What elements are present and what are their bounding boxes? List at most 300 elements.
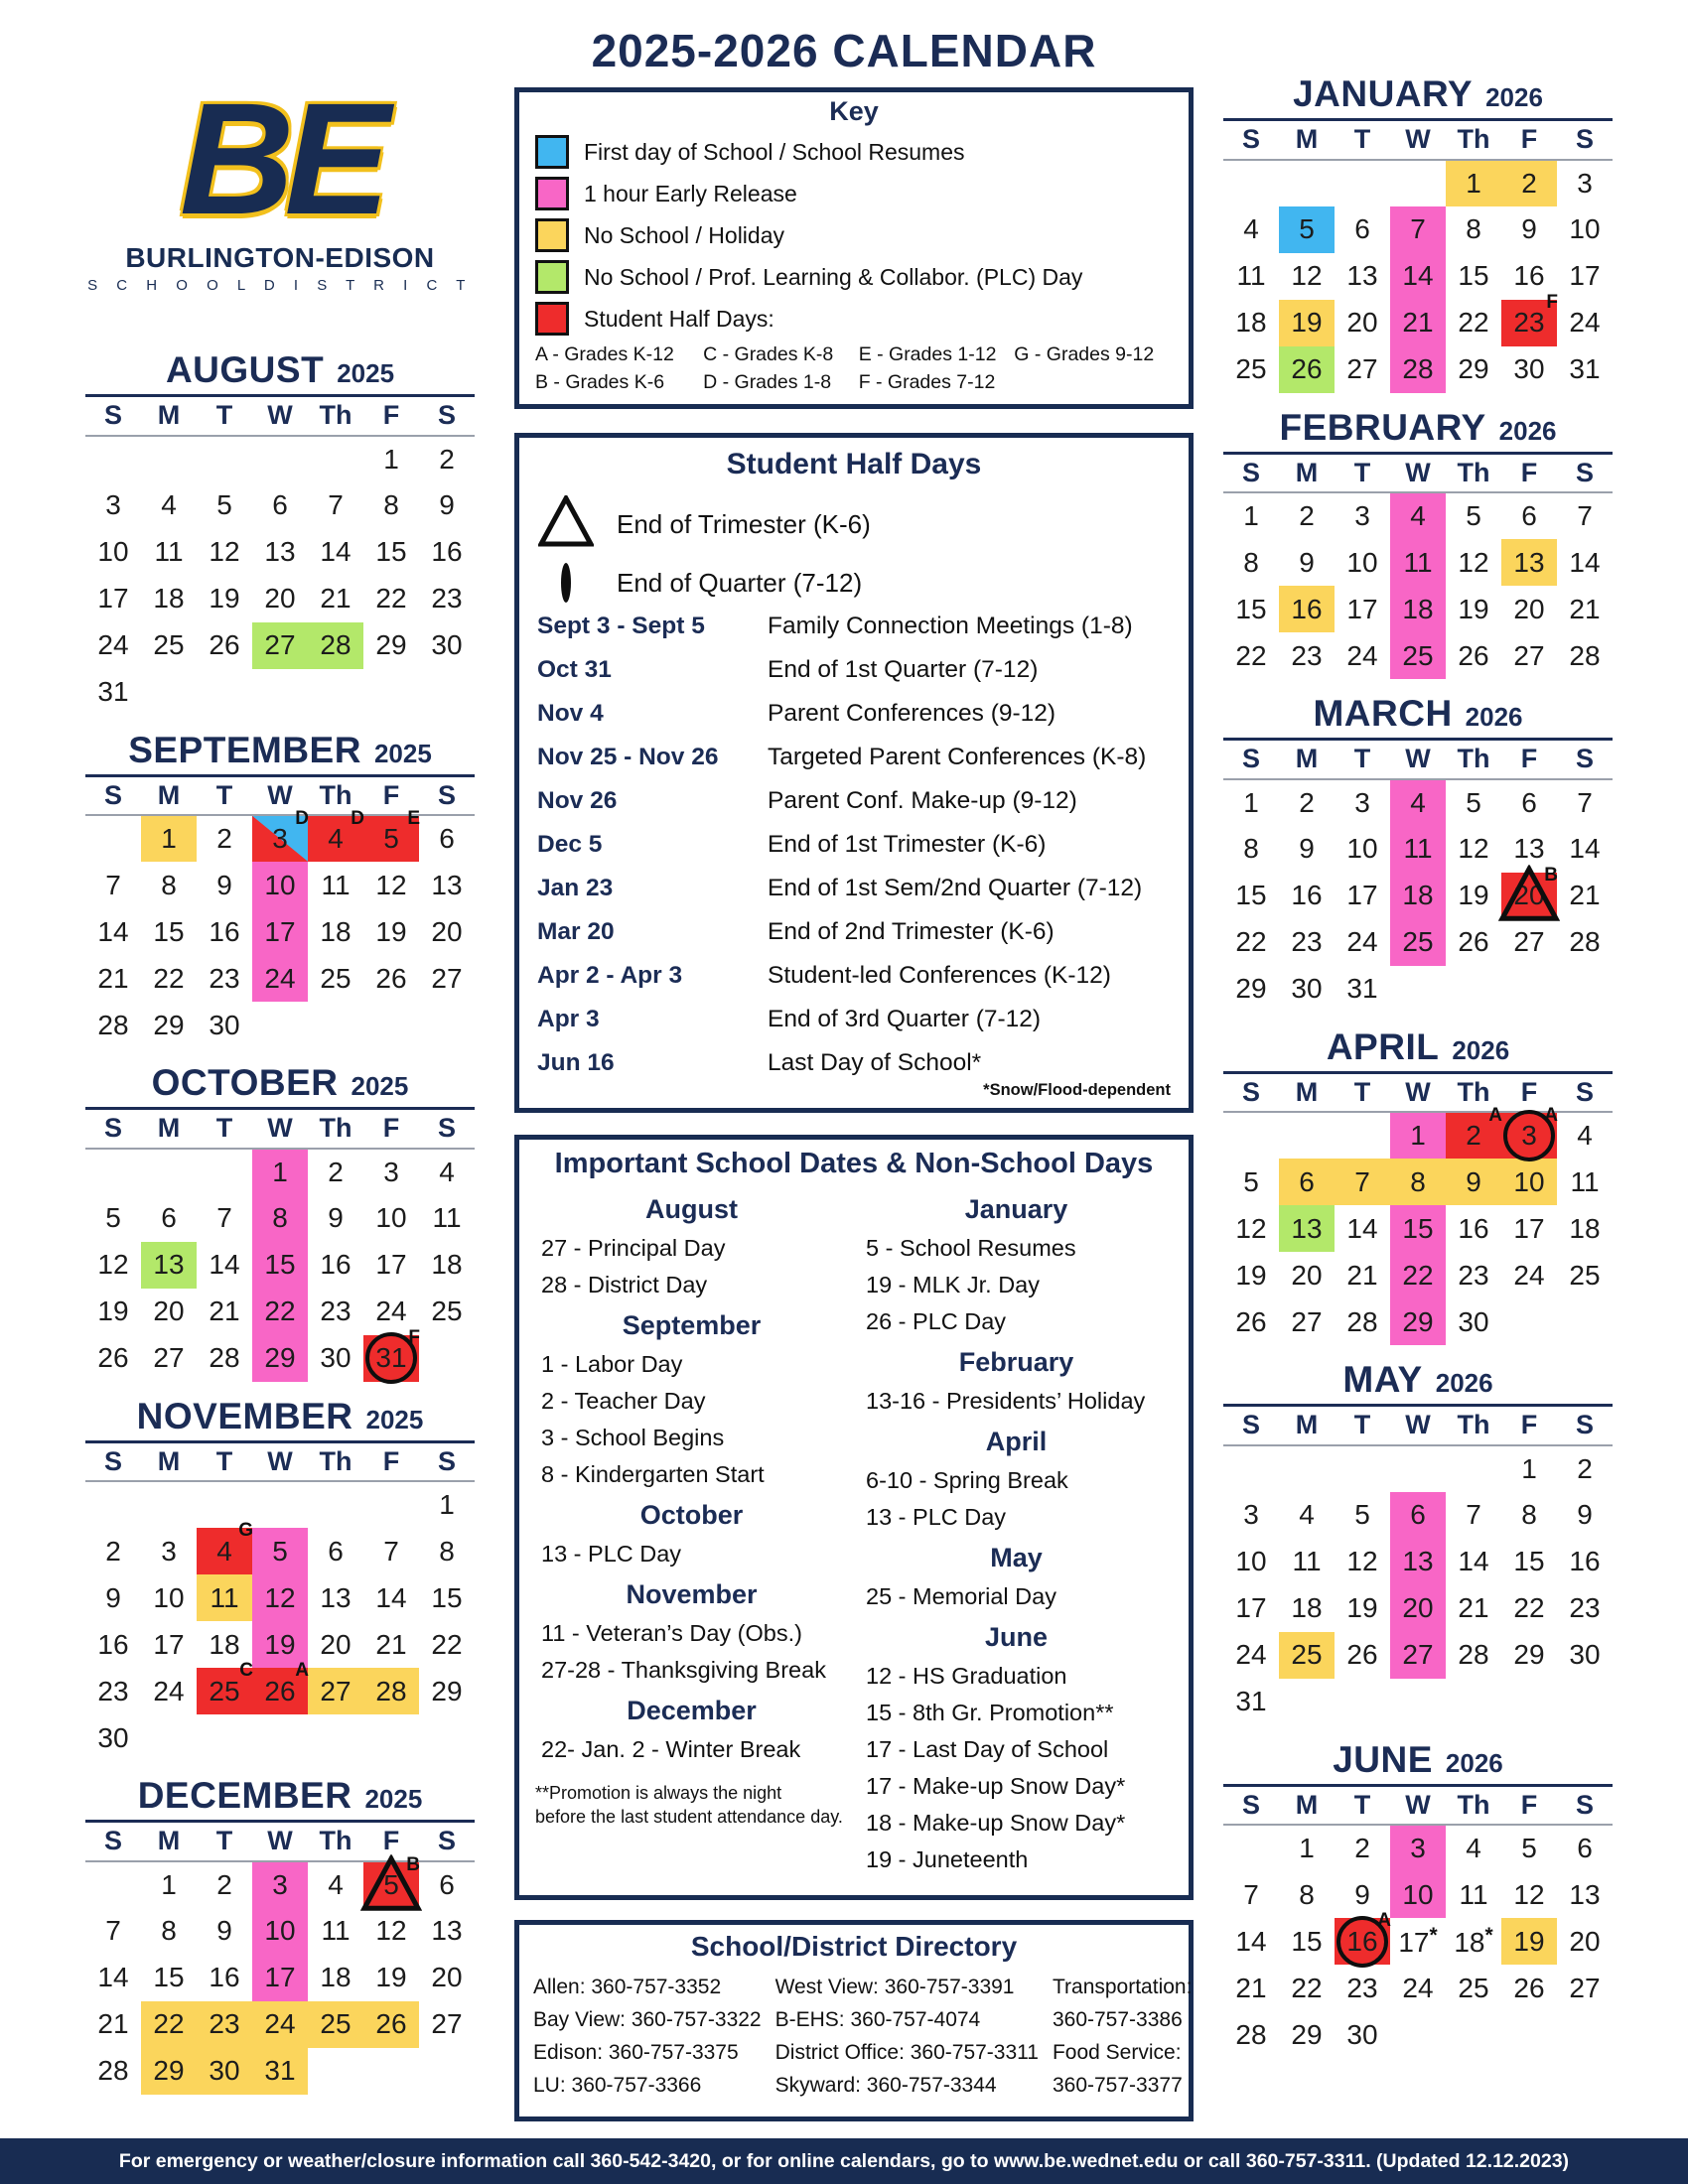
day-number: 30 [431,629,463,660]
day-cell [1557,966,1613,1013]
day-cell [1223,1539,1279,1585]
month-title [85,1062,475,1104]
day-cell [252,1481,308,1528]
key-item [535,135,1173,169]
day-number: 5 [383,1868,399,1900]
day-cell [1279,1965,1335,2011]
day-number: 11 [321,869,351,900]
day-number: 2 [439,443,455,475]
day-number: 18 [320,1962,352,1992]
day-number: 23 [320,1296,352,1326]
day-number: 26 [1458,639,1489,671]
day-cell [141,1289,197,1335]
half-day-date: Mar 20 [537,918,615,945]
day-cell [1557,1965,1613,2011]
day-number: 1 [272,1156,288,1187]
day-cell [252,576,308,622]
day-cell [363,576,419,622]
month-year: 2026 [1452,1034,1510,1065]
month-year: 2026 [1465,702,1523,732]
day-number: 25 [1291,1639,1323,1670]
day-number: 23 [1569,1592,1601,1623]
day-number: 21 [97,962,129,994]
day-cell [1335,1159,1390,1205]
month-grid [85,1107,475,1382]
day-cell [1557,206,1613,253]
day-cell [141,482,197,529]
day-header: T [197,1822,252,1861]
day-number: 18 [1402,880,1434,910]
day-header: S [419,1822,475,1861]
day-cell [1390,1492,1446,1539]
day-number: 24 [97,629,129,660]
day-cell [197,1660,253,1714]
day-cell [363,1621,419,1668]
month-november-2025 [85,1396,475,1762]
month-year: 2025 [364,1784,423,1814]
day-cell [308,862,363,908]
day-cell [1223,539,1279,586]
day-number: 26 [264,1675,296,1706]
day-cell [1390,586,1446,632]
day-cell [363,1668,419,1714]
day-cell [85,2001,141,2048]
day-cell [141,1335,197,1382]
day-header: Th [1446,453,1501,492]
day-cell [1223,1205,1279,1252]
day-number: 21 [1569,593,1601,624]
day-number: 23 [1291,639,1323,671]
day-number: 6 [439,1868,455,1900]
day-number: 24 [1402,1972,1434,2003]
day-number: 22 [1235,926,1267,957]
month-title [85,730,475,771]
day-cell [1446,1105,1502,1159]
red-swatch [535,302,569,336]
day-number: 17 [1346,880,1378,910]
day-number: 26 [1235,1305,1267,1337]
day-cell [1446,1585,1501,1632]
day-number: 2 [328,1156,344,1187]
day-cell [363,2048,419,2095]
day-number: 5 [272,1535,288,1567]
month-year: 2025 [365,1404,424,1434]
day-number: 1 [1410,1120,1426,1151]
day-cell [1557,779,1613,826]
important-date-item: 13 - PLC Day [866,1504,1007,1530]
day-number: 19 [1235,1259,1267,1291]
day-cell [1501,1871,1557,1918]
day-number: 19 [97,1296,129,1326]
directory-entry: Allen: 360-757-3352 [533,1976,722,1998]
day-cell [1279,1112,1335,1159]
day-number: 6 [1354,213,1370,244]
day-cell [197,862,252,908]
day-cell [1557,253,1613,300]
day-cell [1501,1445,1557,1492]
important-date-item: 22- Jan. 2 - Winter Break [541,1736,801,1762]
day-number: 9 [1299,833,1315,864]
day-cell [141,815,197,862]
day-cell [1279,966,1335,1013]
day-cell [419,576,475,622]
month-name: DECEMBER [137,1775,352,1816]
day-cell [1223,1918,1279,1965]
month-grid [85,1820,475,2095]
day-cell [1279,1825,1335,1871]
day-header: M [1279,1406,1335,1445]
day-number: 15 [153,915,185,947]
day-cell [1446,539,1501,586]
day-cell [141,1714,197,1761]
day-cell [141,1528,197,1574]
day-cell [1501,160,1557,206]
day-cell [1390,160,1446,206]
day-number: 5 [216,489,232,520]
day-number: 16 [97,1628,129,1660]
day-number: 29 [153,1009,185,1040]
month-name: FEBRUARY [1279,406,1486,448]
day-cell [308,1149,363,1195]
day-number: 12 [375,869,407,900]
day-header: W [252,396,308,436]
directory-entry: Transportation: [1052,1976,1193,1998]
day-number: 5 [105,1202,121,1233]
key-item-label: First day of School / School Resumes [584,138,965,165]
day-cell [1501,291,1558,346]
day-header: Th [308,1441,363,1481]
key-item-label: No School / Holiday [584,221,784,248]
day-cell [85,669,141,716]
day-cell [308,669,363,716]
day-number: 25 [320,962,352,994]
day-cell [1279,779,1335,826]
day-number: 28 [209,1342,240,1373]
day-cell [1335,779,1390,826]
month-june-2026 [1223,1739,1613,2059]
day-cell [1279,300,1335,346]
day-cell [1501,1825,1557,1871]
day-header: W [252,1441,308,1481]
month-title [1223,693,1613,735]
day-cell [1390,346,1446,393]
day-header: T [197,396,252,436]
day-number: 25 [1458,1972,1489,2003]
half-day-date: Jan 23 [537,875,614,901]
day-cell [1335,1205,1390,1252]
grade-letter-marker: D [295,808,309,829]
half-day-date: Nov 26 [537,787,618,814]
day-cell [1446,919,1501,966]
day-number: 5 [1521,1833,1537,1863]
grade-letter-marker: A [1377,1910,1391,1931]
day-number: 6 [272,489,288,520]
month-year: 2026 [1445,1747,1503,1778]
directory-title: School/District Directory [690,1931,1018,1962]
day-cell [363,1195,419,1242]
day-cell [1223,160,1279,206]
day-cell [1279,1492,1335,1539]
day-cell [1557,873,1613,919]
important-date-item: 2 - Teacher Day [541,1388,706,1414]
day-cell [1223,779,1279,826]
day-cell [1446,2011,1501,2058]
day-number: 4 [216,1535,232,1567]
day-cell [1223,873,1279,919]
day-number: 8 [439,1535,455,1567]
day-number: 27 [1402,1639,1434,1670]
day-cell [1279,919,1335,966]
day-number: 4 [1410,786,1426,818]
day-number: 7 [1410,213,1426,244]
day-cell [197,908,252,955]
day-number: 29 [375,629,407,660]
day-number: 15 [153,1962,185,1992]
day-number: 9 [439,489,455,520]
day-cell [197,576,252,622]
day-cell [1390,1159,1446,1205]
day-cell [1557,492,1613,539]
day-header: S [1557,1785,1613,1825]
day-number: 28 [97,2055,129,2086]
day-cell [85,862,141,908]
directory-entry: District Office: 360-757-3311 [774,2041,1039,2064]
day-number: 20 [1402,1592,1434,1623]
day-number: 8 [383,489,399,520]
day-header: T [1335,453,1390,492]
day-cell [197,482,252,529]
grade-legend-item: A - Grades K-12 [535,343,674,365]
day-number: 3 [1410,1833,1426,1863]
important-date-item: 27-28 - Thanksgiving Break [541,1657,826,1683]
day-cell [85,1149,141,1195]
day-header: S [1557,1406,1613,1445]
day-header: F [363,1109,419,1149]
day-cell [252,1002,308,1048]
day-number: 24 [264,2008,296,2039]
day-number: 26 [375,962,407,994]
half-day-date: Sept 3 - Sept 5 [537,613,705,639]
day-cell [141,669,197,716]
day-cell [308,1908,363,1955]
day-cell [363,808,420,862]
day-number: 24 [153,1675,185,1706]
day-cell [85,1242,141,1289]
month-may-2026 [1223,1359,1613,1725]
day-cell [363,482,419,529]
day-number: 18 [1291,1592,1323,1623]
day-number: 11 [1292,1546,1322,1576]
day-cell [141,2001,197,2048]
important-date-item: 17 - Make-up Snow Day* [866,1773,1126,1799]
day-header: W [1390,1406,1446,1445]
day-number: 23 [97,1675,129,1706]
circle-icon [537,568,595,599]
day-number: 16 [1458,1212,1489,1244]
half-day-description: Targeted Parent Conferences (K-8) [768,744,1147,770]
day-number: 17 [1398,1927,1430,1958]
day-number: 21 [209,1296,240,1326]
day-number: 7 [105,1915,121,1946]
day-cell [1223,632,1279,679]
day-cell [197,2001,252,2048]
day-cell [1335,1632,1390,1679]
day-number: 23 [1346,1972,1378,2003]
district-name: BURLINGTON-EDISON [125,242,435,273]
day-number: 4 [1577,1120,1593,1151]
day-header: Th [308,1109,363,1149]
important-date-item: 19 - MLK Jr. Day [866,1272,1040,1297]
day-cell [419,2001,475,2048]
day-cell [1446,206,1501,253]
month-year: 2026 [1485,82,1543,112]
day-number: 8 [1243,546,1259,578]
day-number: 27 [320,1675,352,1706]
day-number: 19 [1458,880,1489,910]
day-cell [141,1242,197,1289]
day-cell [1557,1679,1613,1725]
day-cell [308,529,363,576]
day-cell [1335,539,1390,586]
day-number: 7 [1577,500,1593,531]
day-number: 29 [431,1675,463,1706]
day-number: 13 [1346,260,1378,291]
day-number: 24 [375,1296,407,1326]
grade-letter-marker: B [1544,864,1558,886]
day-cell [1557,1112,1613,1159]
day-cell [85,436,141,482]
day-cell [1501,1918,1557,1965]
month-february-2026 [1223,407,1613,680]
day-cell [1446,1871,1501,1918]
day-number: 17 [97,583,129,614]
key-item-label: 1 hour Early Release [584,180,797,206]
half-day-date: Nov 25 - Nov 26 [537,744,719,770]
day-cell [419,1528,475,1574]
day-number: 12 [1458,546,1489,578]
day-cell [1279,1159,1335,1205]
day-header: W [252,1109,308,1149]
important-date-item: 11 - Veteran’s Day (Obs.) [541,1620,802,1646]
day-number: 3 [1243,1499,1259,1530]
day-header: W [252,1822,308,1861]
day-number: 31 [97,676,129,707]
day-cell [419,1149,475,1195]
day-header: S [419,1109,475,1149]
month-title [1223,1739,1613,1781]
key-item-label: Student Half Days: [584,305,774,332]
day-cell [1390,253,1446,300]
day-cell [141,576,197,622]
day-number: 3 [1577,167,1593,199]
key-items [535,135,1173,336]
day-header: M [1279,1072,1335,1112]
day-cell [252,622,308,669]
day-cell [1557,1632,1613,1679]
day-cell [252,1714,308,1761]
middle-column [514,87,1194,2121]
day-number: 8 [161,1915,177,1946]
day-header: Th [308,775,363,815]
day-number: 23 [1513,307,1545,338]
day-cell [363,1574,419,1621]
day-cell [1446,966,1501,1013]
day-number: 27 [1291,1305,1323,1337]
day-number: 21 [320,583,352,614]
half-days-title: Student Half Days [726,448,982,480]
day-number: 1 [1243,500,1259,531]
day-cell [252,529,308,576]
day-cell [1501,632,1557,679]
day-cell [197,669,252,716]
day-cell [1335,1539,1390,1585]
day-number: 8 [1410,1165,1426,1197]
month-name: MAY [1342,1359,1423,1400]
day-number: 4 [1243,213,1259,244]
day-cell [1390,632,1446,679]
day-number: 28 [1402,353,1434,384]
day-cell [1279,1298,1335,1345]
day-number: 17 [153,1628,185,1660]
day-number: 20 [1513,593,1545,624]
half-day-date: Apr 3 [537,1006,600,1032]
month-year: 2026 [1498,415,1557,446]
day-cell [1223,1965,1279,2011]
day-cell [197,2048,252,2095]
directory-column-2 [775,1967,1039,2107]
day-cell [419,1335,475,1382]
day-cell [1335,966,1390,1013]
day-cell [1501,206,1557,253]
day-cell [252,1149,308,1195]
day-number: 10 [1402,1878,1434,1910]
day-header: W [1390,1072,1446,1112]
day-number: 18 [1569,1212,1601,1244]
day-header: S [419,775,475,815]
day-cell [1390,1965,1446,2011]
day-cell [363,1149,419,1195]
day-cell [141,1574,197,1621]
day-number: 21 [1346,1259,1378,1291]
directory-entry: 360-757-3377 [1052,2074,1183,2097]
day-number: 8 [1521,1499,1537,1530]
day-cell [1557,1871,1613,1918]
day-cell [363,622,419,669]
day-number: 6 [1521,500,1537,531]
triangle-icon [537,495,595,554]
day-cell [1279,160,1335,206]
day-number: 5 [1299,213,1315,244]
day-cell [1446,1632,1501,1679]
day-number: 19 [1458,593,1489,624]
day-cell [1390,826,1446,873]
day-cell [141,1668,197,1714]
day-cell [1501,492,1557,539]
day-cell [1446,1205,1501,1252]
grade-letter-marker: C [239,1660,253,1681]
day-number: 17 [1569,260,1601,291]
month-name: SEPTEMBER [128,729,361,770]
important-date-item: 6-10 - Spring Break [866,1467,1068,1493]
day-number: 6 [439,823,455,854]
day-cell [1223,346,1279,393]
day-header: W [1390,1785,1446,1825]
day-cell [1335,1965,1390,2011]
day-cell [1335,1112,1390,1159]
day-cell [363,1326,420,1382]
month-april-2026 [1223,1026,1613,1346]
day-cell [85,2048,141,2095]
